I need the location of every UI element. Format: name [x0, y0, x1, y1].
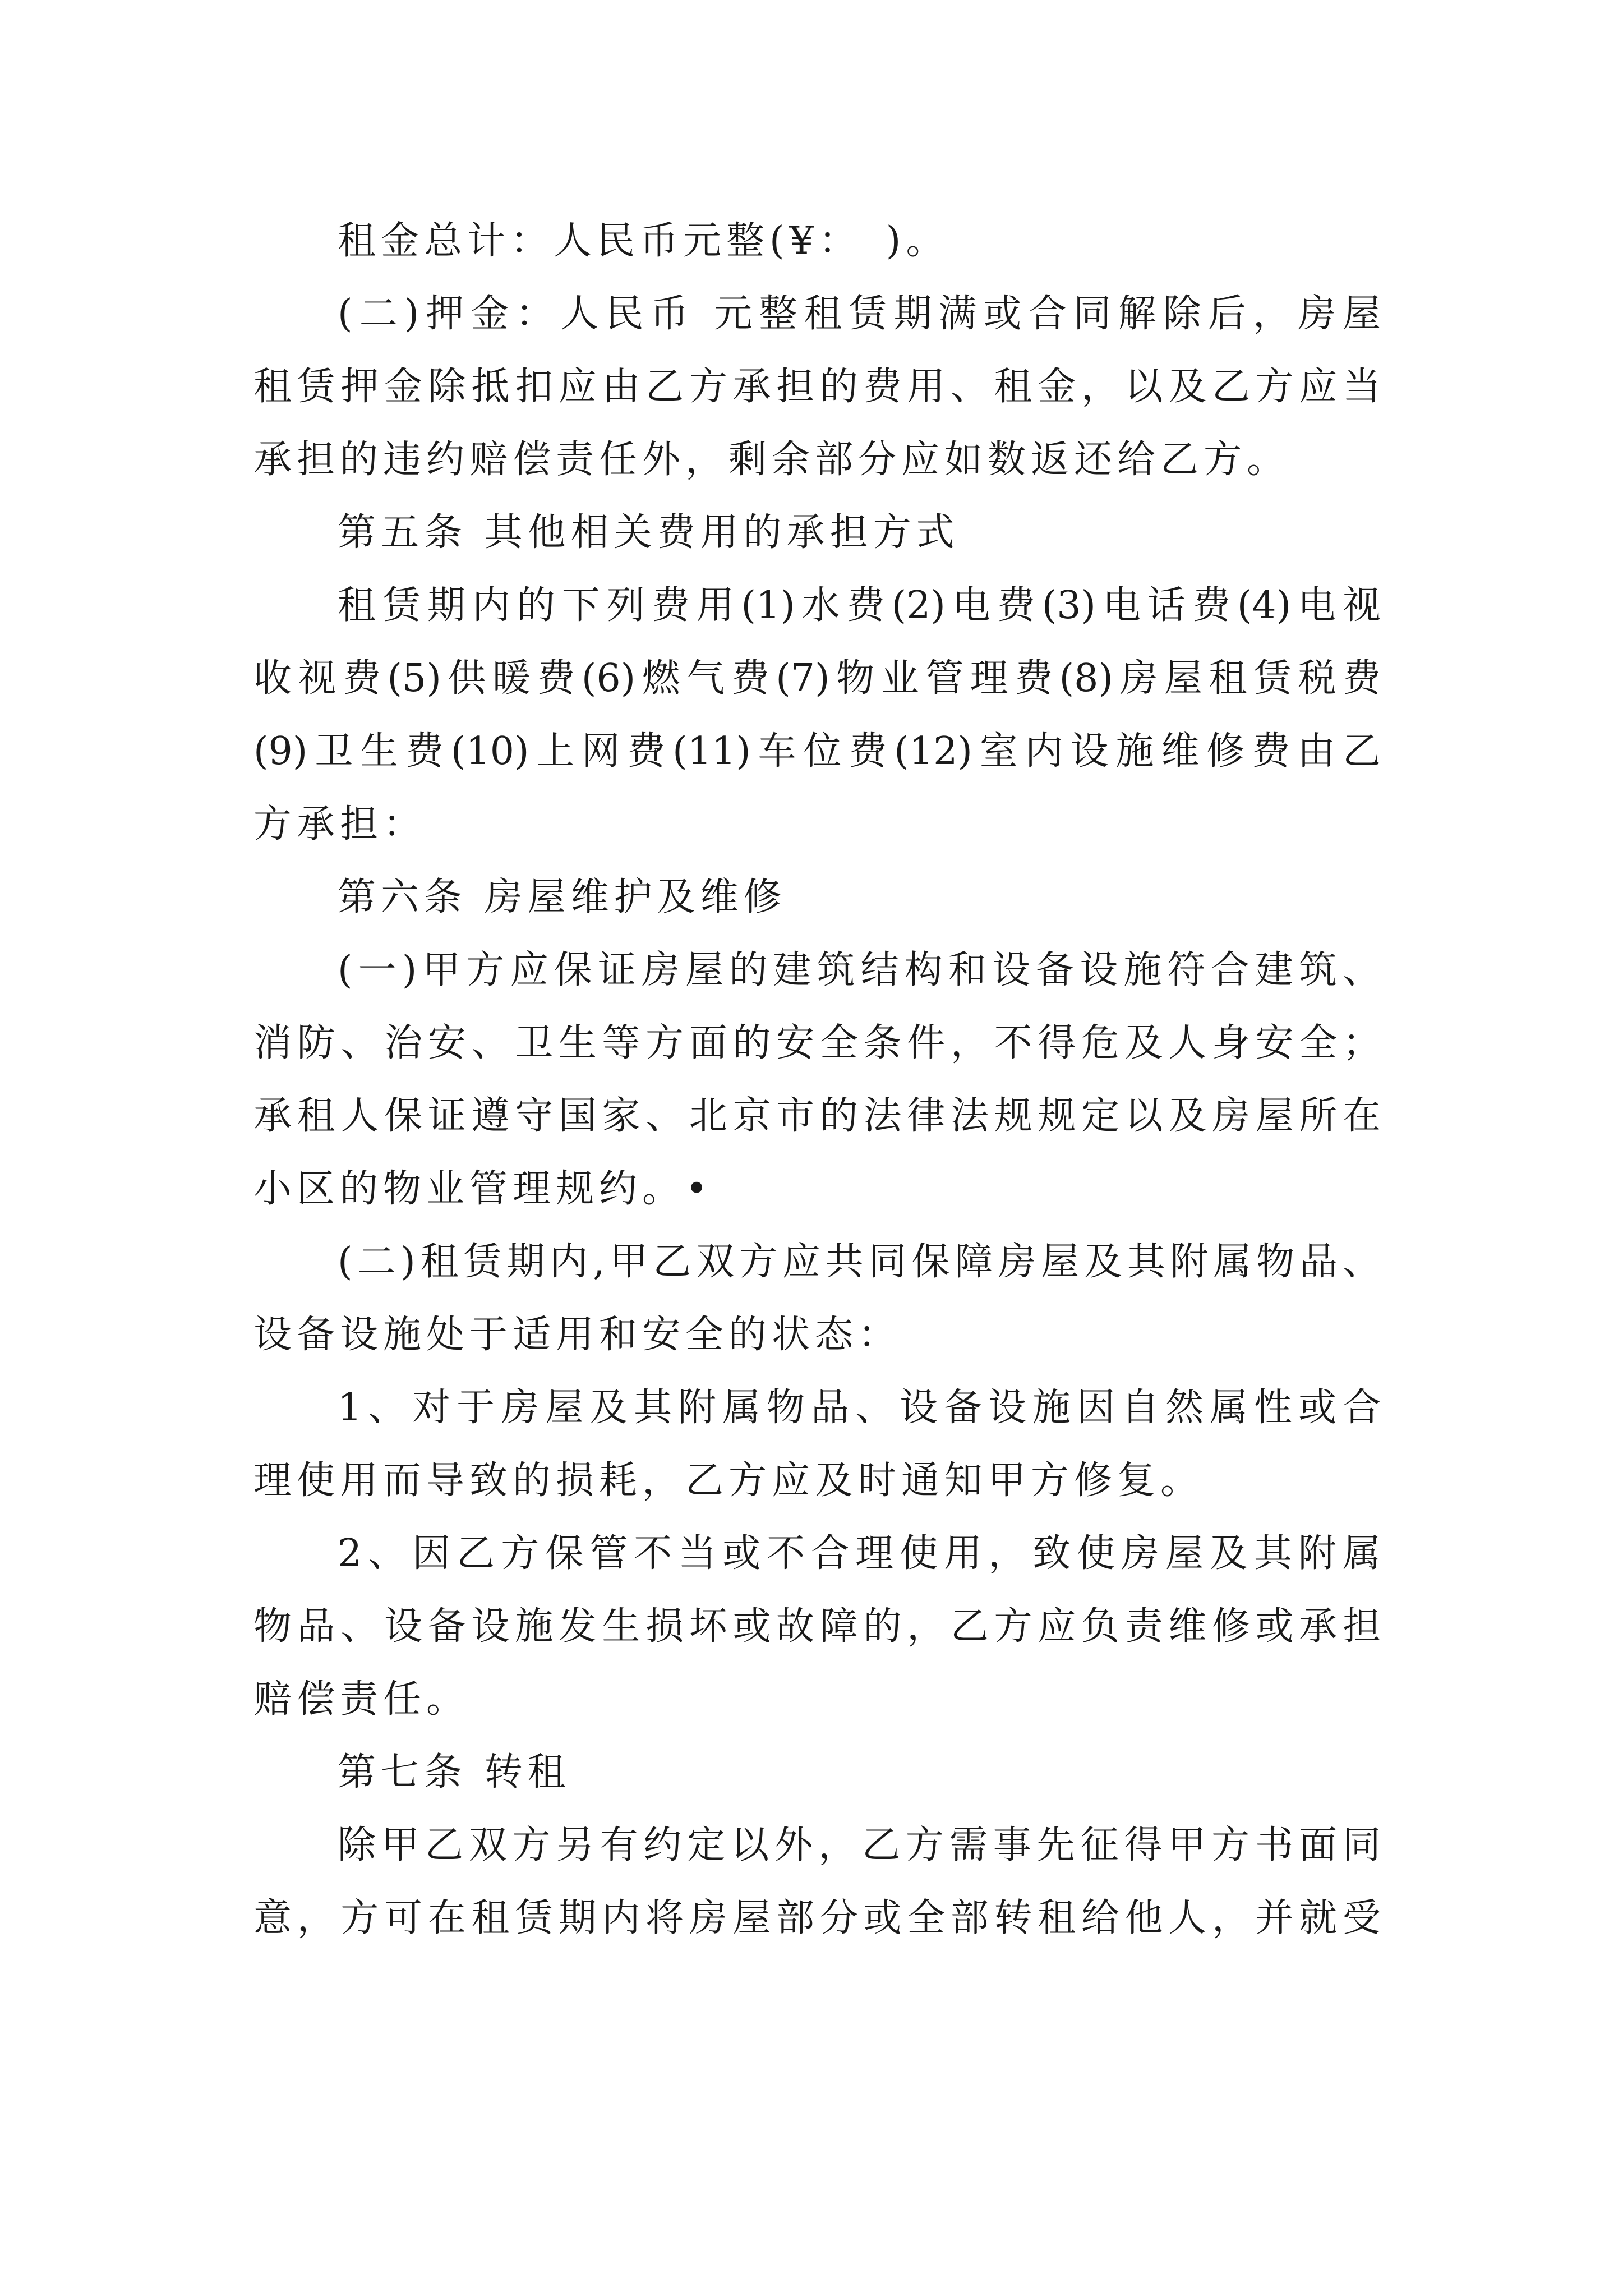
text-line: 理使用而导致的损耗，乙方应及时通知甲方修复。: [253, 1458, 1204, 1503]
text-line: 消防、治安、卫生等方面的安全条件，不得危及人身安全；: [253, 1021, 1381, 1065]
text-line: 租金总计：人民币元整(¥： )。: [338, 219, 949, 263]
text-line: (9)卫生费(10)上网费(11)车位费(12)室内设施维修费由乙: [253, 729, 1381, 774]
text-line: 意，方可在租赁期内将房屋部分或全部转租给他人，并就受: [253, 1896, 1381, 1940]
text-line: 租赁押金除抵扣应由乙方承担的费用、租金，以及乙方应当: [253, 365, 1381, 409]
text-line: 小区的物业管理规约。•: [253, 1167, 713, 1211]
text-line: 租赁期内的下列费用(1)水费(2)电费(3)电话费(4)电视: [338, 583, 1381, 628]
text-line: 承租人保证遵守国家、北京市的法律法规规定以及房屋所在: [253, 1094, 1381, 1138]
text-line: 2、因乙方保管不当或不合理使用，致使房屋及其附属: [338, 1531, 1381, 1576]
text-line: 收视费(5)供暖费(6)燃气费(7)物业管理费(8)房屋租赁税费: [253, 656, 1381, 701]
text-line: 赔偿责任。: [253, 1677, 470, 1722]
text-line: (二)押金：人民币 元整租赁期满或合同解除后，房屋: [338, 292, 1381, 336]
text-line: 1、对于房屋及其附属物品、设备设施因自然属性或合: [338, 1386, 1381, 1430]
text-line: 除甲乙双方另有约定以外，乙方需事先征得甲方书面同: [338, 1823, 1381, 1867]
text-line: 物品、设备设施发生损坏或故障的，乙方应负责维修或承担: [253, 1604, 1381, 1649]
text-line: (二)租赁期内,甲乙双方应共同保障房屋及其附属物品、: [338, 1240, 1381, 1284]
section-heading: 第五条 其他相关费用的承担方式: [338, 510, 960, 555]
section-heading: 第六条 房屋维护及维修: [338, 875, 787, 919]
text-line: 方承担：: [253, 802, 427, 846]
text-line: 承担的违约赔偿责任外，剩余部分应如数返还给乙方。: [253, 438, 1290, 482]
section-heading: 第七条 转租: [338, 1750, 571, 1795]
text-line: 设备设施处于适用和安全的状态：: [253, 1313, 902, 1357]
text-line: (一)甲方应保证房屋的建筑结构和设备设施符合建筑、: [338, 948, 1381, 992]
